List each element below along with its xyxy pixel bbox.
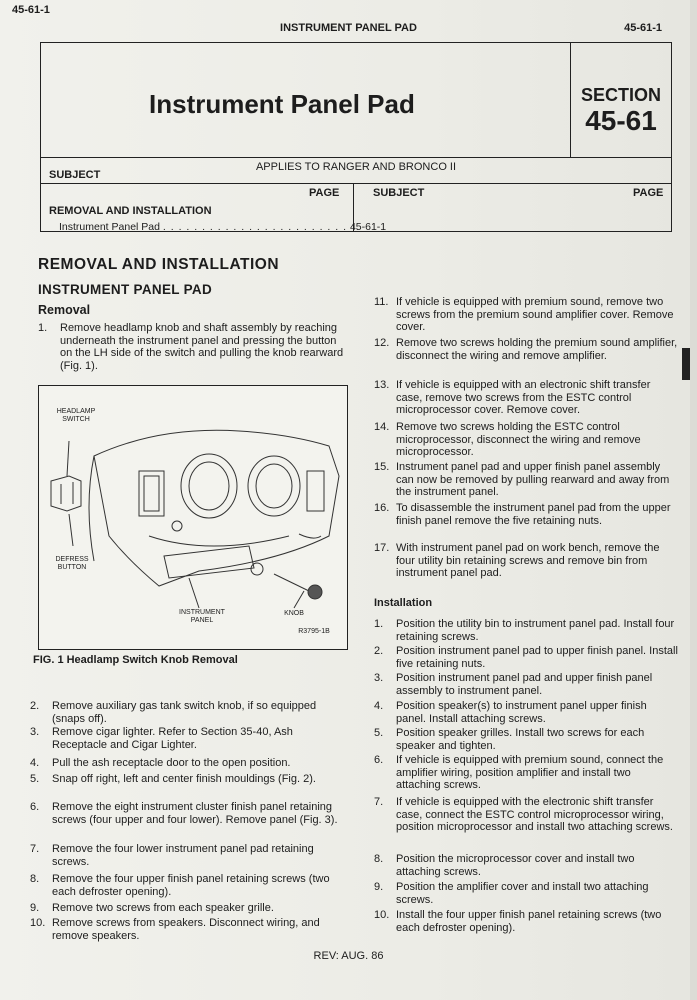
step-number: 10. bbox=[30, 917, 46, 929]
section-label: SECTION bbox=[580, 85, 661, 105]
step-text: To disassemble the instrument panel pad from the upper finish panel remove the five retaining nuts. bbox=[396, 502, 671, 527]
step-text: Remove auxiliary gas tank switch knob, if so equipped (snaps off). bbox=[52, 700, 317, 725]
step-text: Remove screws from speakers. Disconnect wiring, and remove speakers. bbox=[52, 917, 320, 942]
step-text: Pull the ash receptacle door to the open position. bbox=[52, 757, 291, 769]
figure-caption: FIG. 1 Headlamp Switch Knob Removal bbox=[33, 654, 238, 666]
step-text: Position the amplifier cover and install two attaching screws. bbox=[396, 881, 649, 906]
toc-leader-dots: . . . . . . . . . . . . . . . . . . . . . . . . bbox=[162, 221, 348, 233]
page-header-1: PAGE bbox=[309, 187, 340, 199]
step-text: Remove two screws holding the ESTC control microprocessor, disconnect the wiring and remove microprocessor. bbox=[396, 421, 641, 458]
section-number: 45-61 bbox=[585, 105, 657, 136]
step-number: 3. bbox=[30, 726, 40, 738]
step-number: 6. bbox=[374, 754, 384, 766]
step-number: 16. bbox=[374, 502, 390, 514]
step-number: 1. bbox=[38, 322, 48, 334]
step-text: Instrument panel pad and upper finish panel assembly can now be removed by pulling rearward and away from the instrument panel. bbox=[396, 461, 670, 498]
step-text: Position instrument panel pad to upper finish panel. Install five retaining nuts. bbox=[396, 645, 678, 670]
step-number: 8. bbox=[374, 853, 384, 865]
step-text: Position speaker(s) to instrument panel upper finish panel. Install attaching screws. bbox=[396, 700, 647, 725]
step-text: Position speaker grilles. Install two screws for each speaker and tighten. bbox=[396, 727, 645, 752]
page-title: Instrument Panel Pad bbox=[149, 89, 415, 119]
step-text: If vehicle is equipped with the electronic shift transfer case, connect the ESTC control microprocessor wiring, position microprocessor and install two attaching screws. bbox=[396, 796, 673, 833]
step-number: 3. bbox=[374, 672, 384, 684]
heading-instrument-panel-pad: INSTRUMENT PANEL PAD bbox=[38, 282, 213, 297]
heading-installation: Installation bbox=[374, 597, 433, 609]
running-title: INSTRUMENT PANEL PAD bbox=[280, 22, 417, 34]
toc-entry-label: Instrument Panel Pad bbox=[59, 221, 160, 233]
step-text: Install the four upper finish panel retaining screws (two each defroster opening). bbox=[396, 909, 662, 934]
step-number: 7. bbox=[30, 843, 40, 855]
step-text: Remove the four lower instrument panel pad retaining screws. bbox=[52, 843, 314, 868]
page-code-top-left: 45-61-1 bbox=[12, 4, 50, 16]
step-number: 7. bbox=[374, 796, 384, 808]
toc-heading: REMOVAL AND INSTALLATION bbox=[49, 205, 212, 217]
step-text: If vehicle is equipped with premium sound, remove two screws from the premium sound amplifier cover. Remove cover. bbox=[396, 296, 674, 333]
label-knob: KNOB bbox=[284, 610, 304, 617]
step-text: Position the utility bin to instrument panel pad. Install four retaining screws. bbox=[396, 618, 675, 643]
revision-footer: REV: AUG. 86 bbox=[313, 950, 384, 962]
step-number: 9. bbox=[374, 881, 384, 893]
toc-entry bbox=[59, 221, 386, 233]
step-number: 4. bbox=[374, 700, 384, 712]
step-number: 2. bbox=[374, 645, 384, 657]
step-text: Remove headlamp knob and shaft assembly by reaching underneath the instrument panel and pressing the button on the LH side of the switch and pulling the knob rearward (Fig. 1). bbox=[60, 322, 344, 372]
step-number: 10. bbox=[374, 909, 390, 921]
step-text: Remove two screws holding the premium sound amplifier, disconnect the wiring and remove amplifier. bbox=[396, 337, 678, 362]
heading-removal-and-installation: REMOVAL AND INSTALLATION bbox=[38, 256, 280, 273]
step-number: 15. bbox=[374, 461, 390, 473]
step-number: 17. bbox=[374, 542, 390, 554]
label-instrument-panel: INSTRUMENT PANEL bbox=[179, 609, 225, 624]
page-code-top-right: 45-61-1 bbox=[624, 22, 662, 34]
label-headlamp-switch: HEADLAMP SWITCH bbox=[56, 408, 96, 423]
label-defress-button: DEFRESS BUTTON bbox=[55, 556, 89, 571]
step-number: 8. bbox=[30, 873, 40, 885]
step-number: 5. bbox=[30, 773, 40, 785]
heading-removal: Removal bbox=[38, 303, 91, 317]
divider-line bbox=[41, 183, 671, 184]
step-text: If vehicle is equipped with an electronic shift transfer case, remove two screws from the ESTC control microprocessor cover. Remove cover. bbox=[396, 379, 651, 416]
step-number: 14. bbox=[374, 421, 390, 433]
step-text: Remove two screws from each speaker grille. bbox=[52, 902, 274, 914]
figure-reference-code: R3795-1B bbox=[298, 628, 330, 635]
section-cell bbox=[571, 43, 671, 158]
title-cell bbox=[41, 43, 571, 158]
step-text: Position the microprocessor cover and install two attaching screws. bbox=[396, 853, 635, 878]
step-number: 6. bbox=[30, 801, 40, 813]
step-text: Remove cigar lighter. Refer to Section 35-40, Ash Receptacle and Cigar Lighter. bbox=[52, 726, 293, 751]
step-number: 2. bbox=[30, 700, 40, 712]
figure-1 bbox=[38, 385, 348, 650]
step-number: 4. bbox=[30, 757, 40, 769]
applies-to: APPLIES TO RANGER AND BRONCO II bbox=[255, 161, 457, 173]
page-header-2: PAGE bbox=[633, 187, 664, 199]
step-number: 11. bbox=[374, 296, 389, 308]
step-number: 12. bbox=[374, 337, 390, 349]
step-text: Snap off right, left and center finish mouldings (Fig. 2). bbox=[52, 773, 316, 785]
subject-header-2: SUBJECT bbox=[373, 187, 425, 199]
step-number: 5. bbox=[374, 727, 384, 739]
section-edge-tab bbox=[682, 348, 690, 380]
toc-entry-page: 45-61-1 bbox=[349, 221, 387, 233]
step-number: 9. bbox=[30, 902, 40, 914]
step-text: If vehicle is equipped with premium sound, connect the amplifier wiring, position amplifier and install two attaching screws. bbox=[396, 754, 664, 791]
step-text: Position instrument panel pad and upper finish panel assembly to instrument panel. bbox=[396, 672, 653, 697]
subject-header-1: SUBJECT bbox=[49, 169, 101, 181]
step-text: With instrument panel pad on work bench, remove the four utility bin retaining screws and remove bin from instrument panel pad. bbox=[396, 542, 660, 579]
step-text: Remove the eight instrument cluster finish panel retaining screws (four upper and four lower). Remove panel (Fig. 3). bbox=[52, 801, 338, 826]
step-text: Remove the four upper finish panel retaining screws (two each defroster opening). bbox=[52, 873, 330, 898]
step-number: 1. bbox=[374, 618, 384, 630]
step-number: 13. bbox=[374, 379, 390, 391]
title-box bbox=[40, 42, 672, 232]
